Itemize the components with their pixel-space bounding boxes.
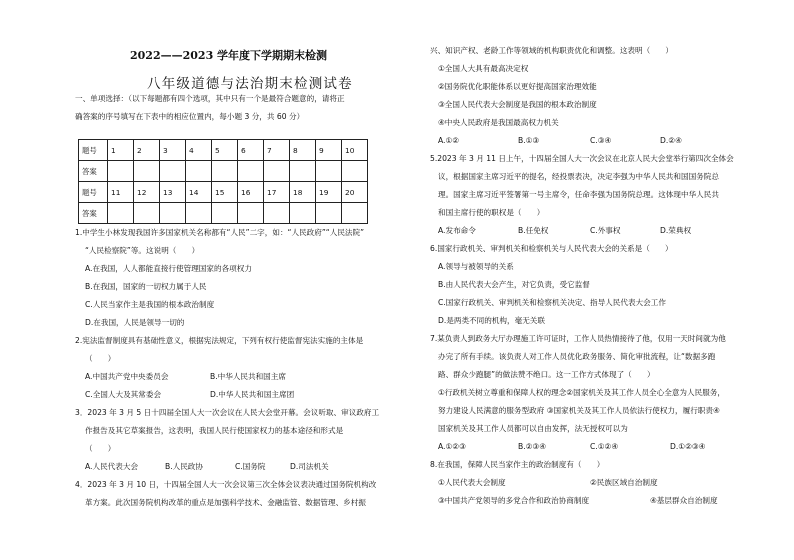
table-cell-number: 9: [316, 140, 342, 161]
table-cell-number: 17: [264, 182, 290, 203]
q7-statements-line3: 国家机关及其工作人员都可以自由发挥，法无授权可以为: [438, 424, 628, 433]
q1-option-b: B.在我国，国家的一切权力属于人民: [85, 282, 207, 291]
q3-option-a: A.人民代表大会: [85, 462, 139, 471]
q7-option-a: A.①②③: [438, 442, 466, 451]
q3-option-b: B.人民政协: [165, 462, 203, 471]
q6-option-b: B.由人民代表大会产生，对它负责，受它监督: [438, 280, 590, 289]
q7-option-b: B.②③④: [518, 442, 547, 451]
q5-option-a: A.发布命令: [438, 226, 476, 235]
q3-stem-cont2: （ ）: [85, 444, 116, 453]
q3-stem: 3．2023 年 3 月 5 日十四届全国人大一次会议在人民大会堂开幕。会议听取、审议政府工: [75, 408, 380, 417]
q4-stem-cont2: 兴、知识产权、老龄工作等领域的机构职责优化和调整。这表明（ ）: [430, 46, 673, 55]
q7-stem: 7.某负责人到政务大厅办理施工许可证时，工作人员热情接待了他，仅用一天时间就为他: [430, 334, 726, 343]
q1-stem-cont: “人民检察院”等。这说明（ ）: [85, 246, 200, 255]
answer-cell[interactable]: [290, 203, 316, 224]
q5-option-b: B.任免权: [518, 226, 549, 235]
q7-statements-line1: ①行政机关树立尊重和保障人权的理念②国家机关及其工作人员全心全意为人民服务，: [438, 388, 725, 397]
q3-option-d: D.司法机关: [290, 462, 329, 471]
table-cell-number: 3: [160, 140, 186, 161]
table-cell-number: 12: [134, 182, 160, 203]
answer-cell[interactable]: [160, 161, 186, 182]
table-cell-number: 11: [108, 182, 134, 203]
table-cell-number: 15: [212, 182, 238, 203]
answer-cell[interactable]: [186, 203, 212, 224]
table-cell-number: 7: [264, 140, 290, 161]
q4-option-d: D.②④: [660, 136, 682, 145]
q5-stem-cont3: 和国主席行使的职权是（ ）: [438, 208, 545, 217]
q8-statement-2: ②民族区域自治制度: [590, 478, 658, 487]
q7-stem-cont: 办完了所有手续。该负责人对工作人员优化政务服务、简化审批流程，让“数据多跑: [438, 352, 716, 361]
q7-statements-line2: 努力建设人民满意的服务型政府 ③国家机关及其工作人员依法行使权力，履行职责④: [438, 406, 720, 415]
answer-cell[interactable]: [212, 203, 238, 224]
q4-option-a: A.①②: [438, 136, 460, 145]
answer-cell[interactable]: [186, 161, 212, 182]
q8-statement-1: ①人民代表大会制度: [438, 478, 506, 487]
table-cell-number: 6: [238, 140, 264, 161]
q4-option-b: B.①③: [518, 136, 540, 145]
q8-stem: 8.在我国，保障人民当家作主的政治制度有（ ）: [430, 460, 605, 469]
answer-table: [78, 139, 368, 224]
q1-option-c: C.人民当家作主是我国的根本政治制度: [85, 300, 215, 309]
answer-cell[interactable]: [212, 161, 238, 182]
q6-option-c: C.国家行政机关、审判机关和检察机关决定、指导人民代表大会工作: [438, 298, 666, 307]
table-cell-number: 18: [290, 182, 316, 203]
q1-option-a: A.在我国，人人都能直接行使管理国家的各项权力: [85, 264, 252, 273]
q2-option-a: A.中国共产党中央委员会: [85, 372, 169, 381]
q7-option-d: D.①②③④: [670, 442, 706, 451]
answer-cell[interactable]: [264, 161, 290, 182]
q4-statement-3: ③全国人民代表大会制度是我国的根本政治制度: [438, 100, 597, 109]
table-cell-number: 14: [186, 182, 212, 203]
exam-title: 2022——2023 学年度下学期期末检测: [130, 49, 328, 62]
answer-cell[interactable]: [316, 203, 342, 224]
answer-cell[interactable]: [238, 161, 264, 182]
q4-statement-4: ④中央人民政府是我国最高权力机关: [438, 118, 559, 127]
table-label-question: 题号: [79, 140, 108, 161]
q5-stem-cont2: 理。国家主席习近平签署第一号主席令，任命李强为国务院总理。这体现中华人民共: [438, 190, 719, 199]
q1-stem: 1.中学生小林发现我国许多国家机关名称都有“人民”二字，如：“人民政府”“人民法院”: [75, 228, 365, 237]
q6-option-a: A.领导与被领导的关系: [438, 262, 514, 271]
section-intro-line1: 一、单项选择：（以下每题都有四个选项，其中只有一个是最符合题意的，请将正: [75, 94, 345, 103]
q4-statement-2: ②国务院优化职能体系以更好提高国家治理效能: [438, 82, 597, 91]
q2-option-b: B.中华人民共和国主席: [210, 372, 286, 381]
answer-cell[interactable]: [108, 203, 134, 224]
answer-cell[interactable]: [108, 161, 134, 182]
answer-cell[interactable]: [342, 203, 368, 224]
table-cell-number: 5: [212, 140, 238, 161]
table-cell-number: 8: [290, 140, 316, 161]
answer-cell[interactable]: [316, 161, 342, 182]
q4-stem: 4．2023 年 3 月 10 日，十四届全国人大一次会议第三次全体会议表决通过国务院机构改: [75, 480, 377, 489]
table-cell-number: 20: [342, 182, 368, 203]
q1-option-d: D.在我国，人民是领导一切的: [85, 318, 185, 327]
table-label-answer: 答案: [79, 161, 108, 182]
q3-option-c: C.国务院: [235, 462, 266, 471]
q6-stem: 6.国家行政机关、审判机关和检察机关与人民代表大会的关系是（ ）: [430, 244, 673, 253]
q5-option-d: D.荣典权: [660, 226, 692, 235]
answer-cell[interactable]: [238, 203, 264, 224]
q2-stem: 2.宪法监督制度具有基础性意义，根据宪法规定，下列有权行使监督宪法实施的主体是: [75, 336, 364, 345]
q4-stem-cont: 革方案。此次国务院机构改革的重点是加强科学技术、金融监管、数据管理、乡村振: [85, 498, 366, 507]
q8-statement-3: ③中国共产党领导的多党合作和政治协商制度: [438, 496, 590, 505]
q5-stem: 5.2023 年 3 月 11 日上午，十四届全国人大一次会议在北京人民大会堂举行第四次全体会: [430, 154, 734, 163]
q6-option-d: D.是两类不同的机构，毫无关联: [438, 316, 545, 325]
q3-stem-cont: 作报告及其它草案报告，这表明，我国人民行使国家权力的基本途径和形式是: [85, 426, 344, 435]
q7-stem-cont2: 路、群众少跑腿”的做法赞不绝口。这一工作方式体现了（ ）: [438, 370, 655, 379]
table-label-answer: 答案: [79, 203, 108, 224]
q2-stem-cont: （ ）: [85, 354, 116, 363]
table-cell-number: 13: [160, 182, 186, 203]
table-label-question: 题号: [79, 182, 108, 203]
q5-option-c: C.外事权: [590, 226, 621, 235]
q8-statement-4: ④基层群众自治制度: [650, 496, 718, 505]
exam-subtitle: 八年级道德与法治期末检测试卷: [147, 76, 353, 92]
q5-stem-cont: 议，根据国家主席习近平的提名，经投票表决，决定李强为中华人民共和国国务院总: [438, 172, 719, 181]
answer-cell[interactable]: [290, 161, 316, 182]
answer-cell[interactable]: [134, 161, 160, 182]
table-cell-number: 4: [186, 140, 212, 161]
answer-cell[interactable]: [342, 161, 368, 182]
q4-statement-1: ①全国人大具有最高决定权: [438, 64, 529, 73]
answer-cell[interactable]: [264, 203, 290, 224]
table-cell-number: 1: [108, 140, 134, 161]
q2-option-d: D.中华人民共和国主席团: [210, 390, 295, 399]
answer-cell[interactable]: [134, 203, 160, 224]
table-cell-number: 19: [316, 182, 342, 203]
q7-option-c: C.①②④: [590, 442, 619, 451]
table-cell-number: 16: [238, 182, 264, 203]
q2-option-c: C.全国人大及其常委会: [85, 390, 162, 399]
answer-cell[interactable]: [160, 203, 186, 224]
section-intro-line2: 确答案的序号填写在下表中的相应位置内，每小题 3 分，共 60 分）: [75, 112, 305, 121]
table-cell-number: 10: [342, 140, 368, 161]
q4-option-c: C.③④: [590, 136, 612, 145]
table-cell-number: 2: [134, 140, 160, 161]
